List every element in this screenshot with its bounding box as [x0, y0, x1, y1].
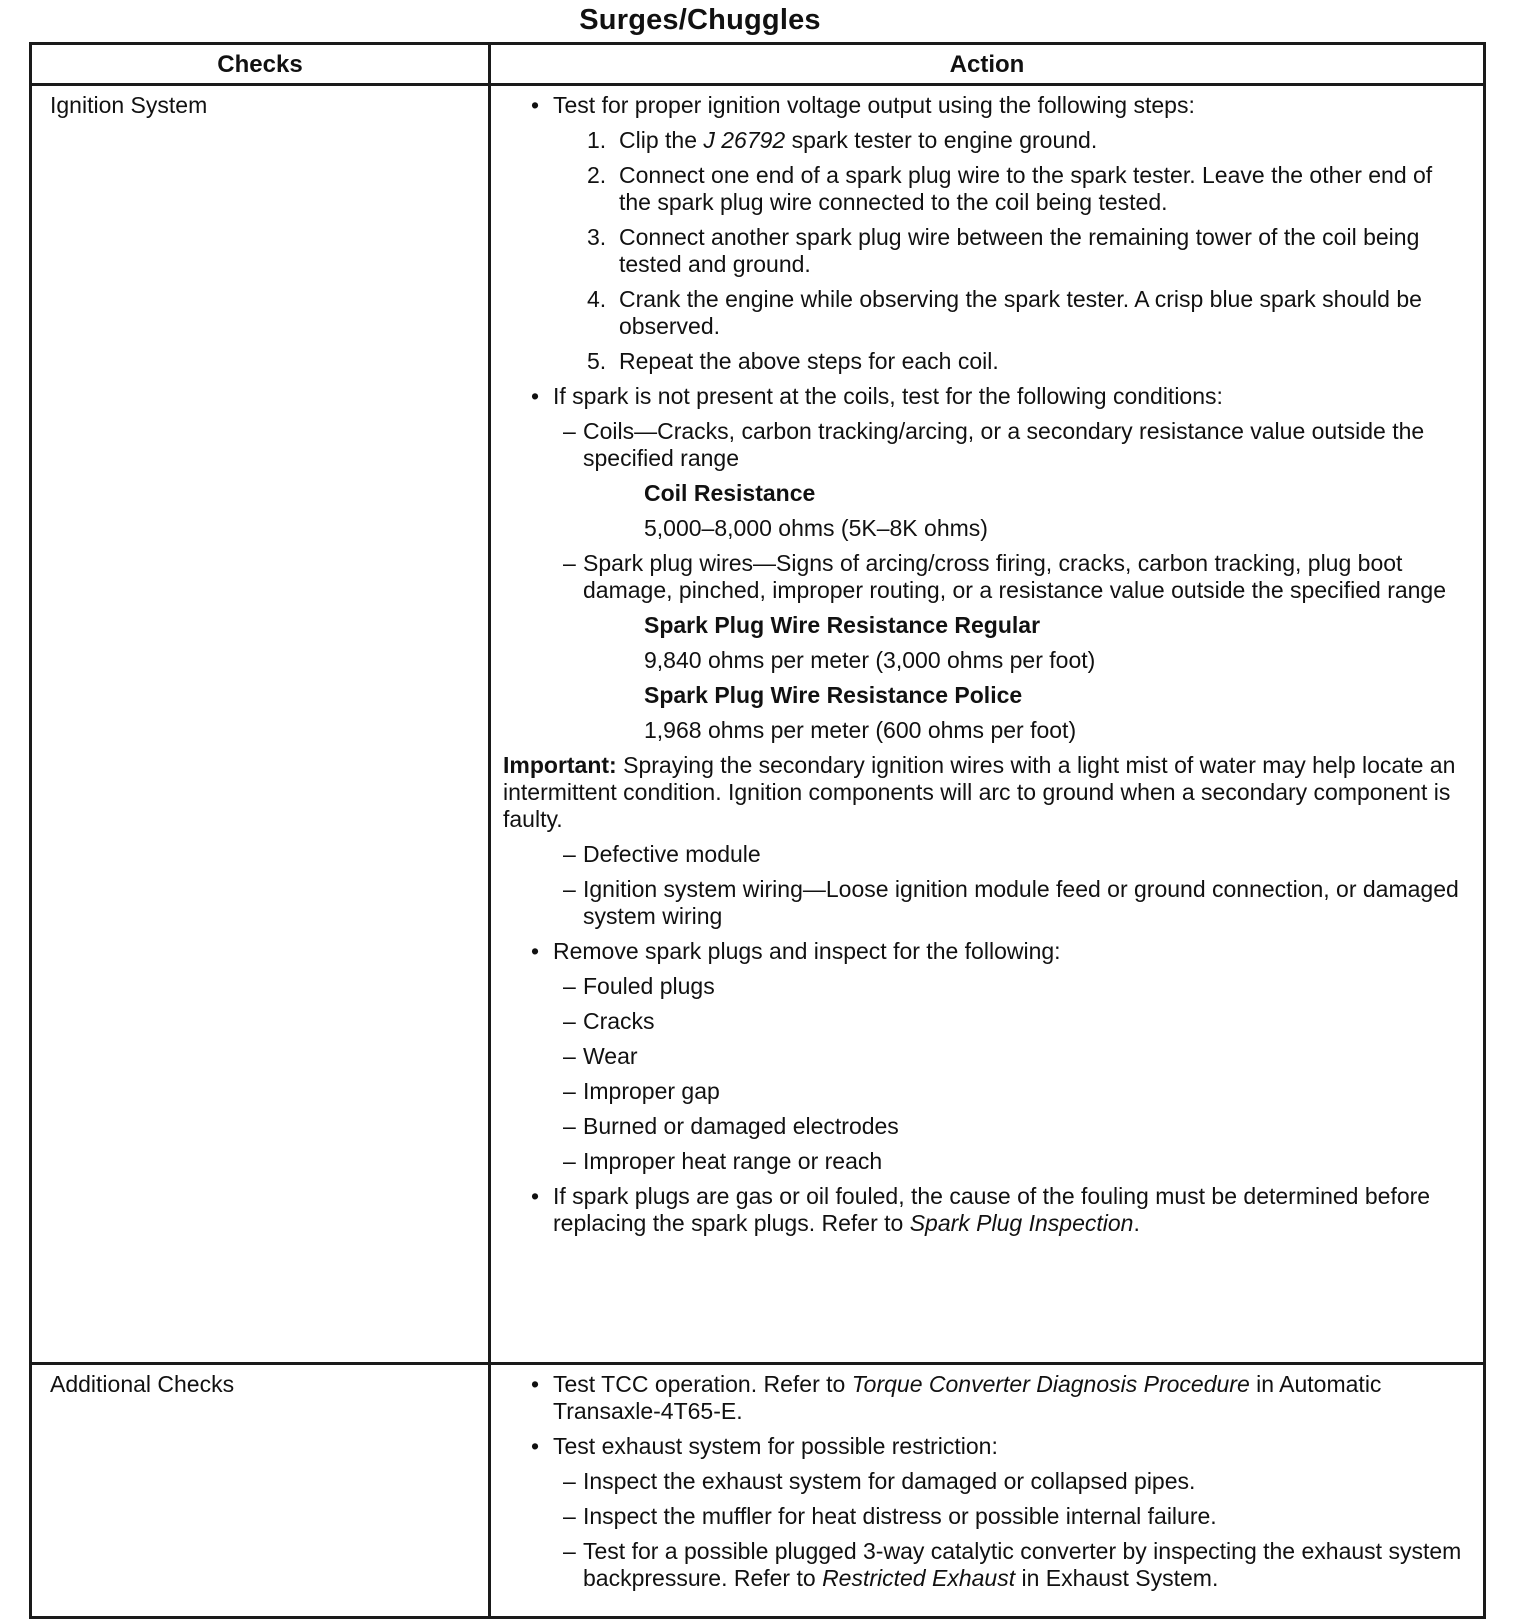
step-text: Repeat the above steps for each coil.	[619, 348, 999, 374]
dash-item: – Fouled plugs	[501, 973, 1463, 1000]
dash-item: – Improper heat range or reach	[501, 1148, 1463, 1175]
step-text: spark tester to engine ground.	[785, 127, 1098, 153]
dash-item: – Cracks	[501, 1008, 1463, 1035]
bullet-item	[501, 1371, 1463, 1425]
step-text: Connect another spark plug wire between the remaining tower of the coil being tested and ground.	[619, 224, 1420, 277]
step-item	[501, 127, 1463, 154]
bullet-text: .	[1133, 1210, 1140, 1236]
important-note	[501, 752, 1463, 833]
action-cell	[490, 1364, 1485, 1618]
table-row	[31, 85, 1485, 1364]
dash-item: – Burned or damaged electrodes	[501, 1113, 1463, 1140]
bullet-item: • If spark is not present at the coils, test for the following conditions:	[501, 383, 1463, 410]
reference-link: Restricted Exhaust	[822, 1565, 1016, 1591]
dash-item: – Inspect the muffler for heat distress or possible internal failure.	[501, 1503, 1463, 1530]
dash-text: Test for a possible plugged 3-way catalytic converter by inspecting the exhaust system backpressure. Refer to	[583, 1538, 1462, 1591]
action-cell	[490, 85, 1485, 1364]
bullet-text: If spark plugs are gas or oil fouled, the cause of the fouling must be determined before replacing the spark plugs. Refer to	[553, 1183, 1431, 1236]
bullet-text: in Automatic Transaxle-4T65-E.	[553, 1371, 1382, 1424]
step-number: 3.	[587, 224, 607, 250]
dash-item: – Inspect the exhaust system for damaged or collapsed pipes.	[501, 1468, 1463, 1495]
reference-link: Spark Plug Inspection	[909, 1210, 1134, 1236]
step-number: 5.	[587, 348, 607, 374]
spec-title: Coil Resistance	[644, 480, 816, 506]
table-row	[31, 1364, 1485, 1618]
header-row	[31, 44, 1485, 85]
dash-text: in Exhaust System.	[1015, 1565, 1219, 1591]
dash-item: – Improper gap	[501, 1078, 1463, 1105]
dash-item: – Ignition system wiring—Loose ignition module feed or ground connection, or damaged system wiring	[501, 876, 1463, 930]
spec-value: 1,968 ohms per meter (600 ohms per foot)	[644, 717, 1077, 743]
spec-title: Spark Plug Wire Resistance Regular	[644, 612, 1041, 638]
dash-item: – Spark plug wires—Signs of arcing/cross firing, cracks, carbon tracking, plug boot damage, pinched, improper routing, or a resistance value outside the specified range	[501, 550, 1463, 604]
dash-item: – Wear	[501, 1043, 1463, 1070]
tool-reference: J 26792	[703, 127, 786, 153]
important-label: Important:	[503, 752, 617, 778]
step-item	[501, 348, 1463, 375]
reference-link: Torque Converter Diagnosis Procedure	[851, 1371, 1250, 1397]
important-text: Spraying the secondary ignition wires with a light mist of water may help locate an intermittent condition. Ignition components will arc to ground when a secondary component is faulty.	[503, 752, 1456, 832]
check-cell: Additional Checks	[31, 1364, 490, 1618]
bullet-item	[501, 1183, 1463, 1237]
dash-item	[501, 1538, 1463, 1592]
step-number: 2.	[587, 162, 607, 188]
step-item	[501, 162, 1463, 216]
checks-header: Checks	[31, 44, 490, 85]
step-number: 4.	[587, 286, 607, 312]
bullet-item: • Remove spark plugs and inspect for the following:	[501, 938, 1463, 965]
dash-item: – Defective module	[501, 841, 1463, 868]
step-text: Clip the	[619, 127, 704, 153]
bullet-item: • Test exhaust system for possible restriction:	[501, 1433, 1463, 1460]
spec-value: 9,840 ohms per meter (3,000 ohms per foot)	[644, 647, 1096, 673]
step-number: 1.	[587, 127, 607, 153]
check-cell: Ignition System	[31, 85, 490, 1364]
step-text: Connect one end of a spark plug wire to the spark tester. Leave the other end of the spark plug wire connected to the coil being tested.	[619, 162, 1433, 215]
page-title: Surges/Chuggles	[579, 4, 821, 36]
diagnostic-table	[29, 42, 1486, 1619]
dash-item: – Coils—Cracks, carbon tracking/arcing, or a secondary resistance value outside the specified range	[501, 418, 1463, 472]
action-header: Action	[490, 44, 1485, 85]
bullet-text: Test TCC operation. Refer to	[553, 1371, 852, 1397]
step-item	[501, 224, 1463, 278]
bullet-item: • Test for proper ignition voltage output using the following steps:	[501, 92, 1463, 119]
step-text: Crank the engine while observing the spark tester. A crisp blue spark should be observed.	[619, 286, 1422, 339]
step-item	[501, 286, 1463, 340]
spec-value: 5,000–8,000 ohms (5K–8K ohms)	[644, 515, 988, 541]
spec-title: Spark Plug Wire Resistance Police	[644, 682, 1023, 708]
